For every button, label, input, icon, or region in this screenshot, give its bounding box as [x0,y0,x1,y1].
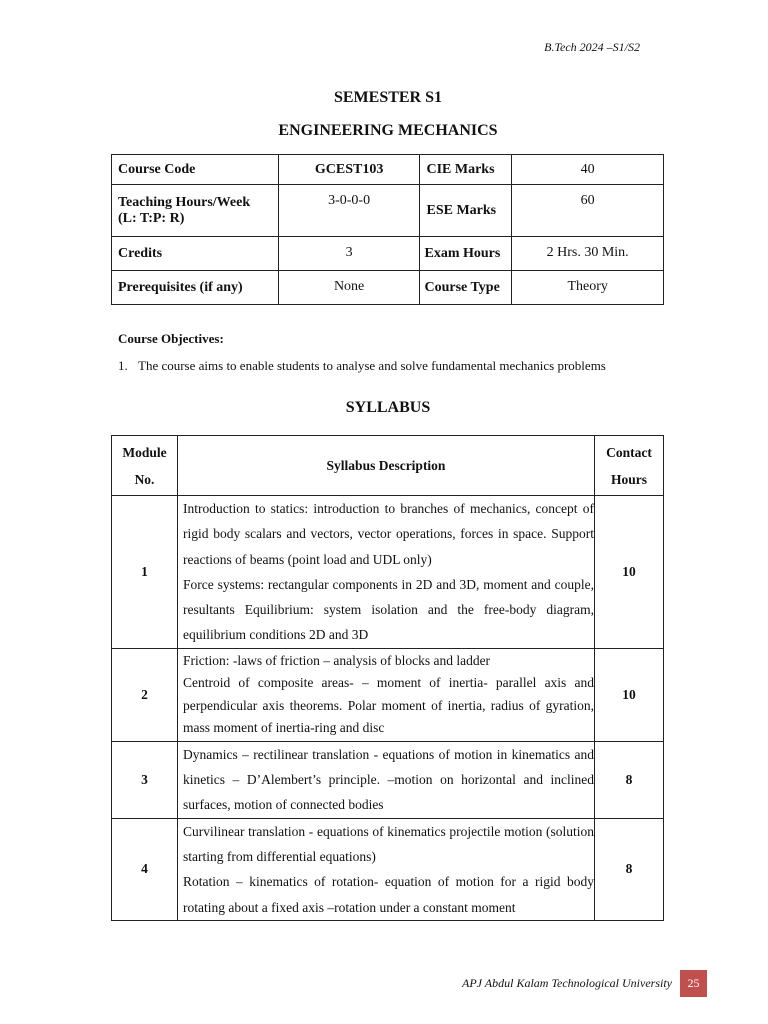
course-title: ENGINEERING MECHANICS [278,122,498,139]
course-type-label: Course Type [420,271,512,305]
contact-hours: 8 [595,818,664,920]
course-type-value: Theory [512,271,664,305]
course-code-label: Course Code [112,155,279,185]
university-footer: APJ Abdul Kalam Technological University [462,976,672,990]
teaching-hours-label-line1: Teaching Hours/Week [118,194,251,210]
module-number: 4 [112,818,178,920]
module-number: 3 [112,741,178,818]
module-header-line1: Module [122,444,167,460]
description-paragraph: Friction: -laws of friction – analysis of blocks and ladder [183,652,491,668]
module-description [178,648,595,741]
table-row [112,818,664,920]
prerequisites-row [112,271,664,305]
description-paragraph: Introduction to statics: introduction to branches of mechanics, concept of rigid body scalars and vectors, vector operations, forces in space. Support reactions of beams (point load and UDL only) [183,501,594,567]
objective-text: The course aims to enable students to analyse and solve fundamental mechanics problems [138,358,606,373]
module-description [178,818,595,920]
module-number: 1 [112,496,178,649]
cie-marks-label: CIE Marks [420,155,512,185]
contact-hours: 10 [595,496,664,649]
ese-marks-value: 60 [512,185,664,237]
table-row [112,496,664,649]
page-number-badge: 25 [680,970,707,997]
semester-title: SEMESTER S1 [333,89,443,106]
exam-hours-label: Exam Hours [420,237,512,271]
ese-marks-label: ESE Marks [420,185,512,237]
program-header: B.Tech 2024 –S1/S2 [544,40,640,54]
description-paragraph: Force systems: rectangular components in 2D and 3D, moment and couple, resultants Equilibrium: system isolation and the free-body diagram, equilibrium conditions 2D and 3D [183,576,594,643]
syllabus-heading: SYLLABUS [345,399,431,416]
prerequisites-label: Prerequisites (if any) [112,271,279,305]
credits-label: Credits [112,237,279,271]
objective-number: 1. [118,358,128,373]
prerequisites-value: None [278,271,420,305]
module-number: 2 [112,648,178,741]
description-paragraph: Rotation – kinematics of rotation- equation of motion for a rigid body rotating about a fixed axis –rotation under a constant moment [183,874,594,915]
teaching-hours-label-line2: (L: T:P: R) [118,210,185,226]
cie-marks-value: 40 [512,155,664,185]
exam-hours-value: 2 Hrs. 30 Min. [512,237,664,271]
module-no-header [112,436,178,496]
description-paragraph: Dynamics – rectilinear translation - equations of motion in kinematics and kinetics – D’Alembert’s principle. –motion on horizontal and inclined surfaces, motion of connected bodies [183,746,594,813]
syllabus-header-row [112,436,664,496]
hours-header-line1: Contact [606,444,652,460]
teaching-hours-label [112,185,279,237]
table-row [112,741,664,818]
contact-hours: 10 [595,648,664,741]
course-info-table [111,154,664,305]
contact-hours-header [595,436,664,496]
teaching-hours-value: 3-0-0-0 [278,185,420,237]
objective-item [118,358,606,374]
table-row [112,648,664,741]
module-description [178,496,595,649]
syllabus-table [111,435,664,921]
credits-value: 3 [278,237,420,271]
contact-hours: 8 [595,741,664,818]
description-paragraph: Curvilinear translation - equations of kinematics projectile motion (solution starting from differential equations) [183,823,594,864]
course-code-value: GCEST103 [278,155,420,185]
course-objectives-label: Course Objectives: [118,331,224,346]
module-header-line2: No. [134,471,155,487]
teaching-hours-row [112,185,664,237]
description-paragraph: Centroid of composite areas- – moment of inertia- parallel axis and perpendicular axis theorems. Polar moment of inertia, radius of gyration, mass moment of inertia-ring and disc [183,675,594,736]
hours-header-line2: Hours [610,471,647,487]
credits-row [112,237,664,271]
module-description [178,741,595,818]
syllabus-description-header: Syllabus Description [178,436,595,496]
course-code-row [112,155,664,185]
